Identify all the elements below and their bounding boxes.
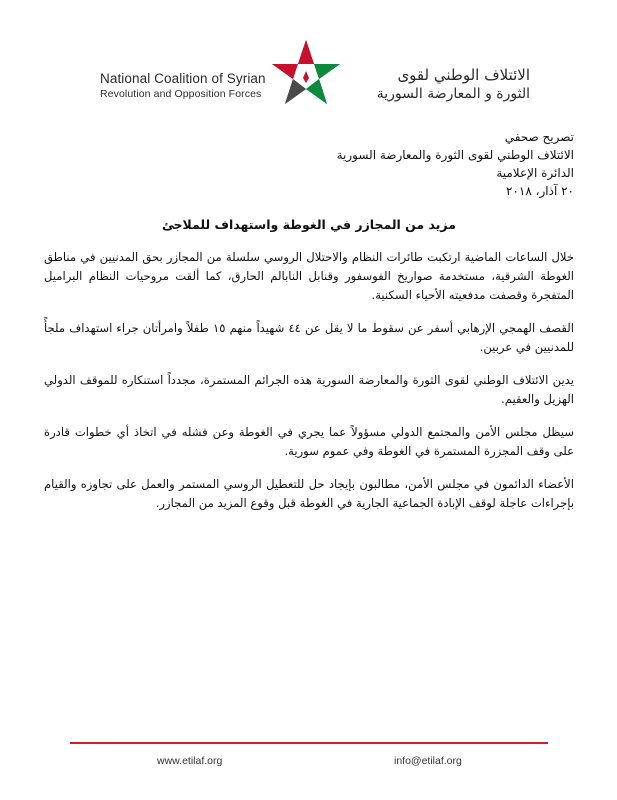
letterhead <box>0 0 617 120</box>
email-link[interactable]: info@etilaf.org <box>394 755 462 767</box>
website-link[interactable]: www.etilaf.org <box>157 755 223 767</box>
paragraph-3: يدين الائتلاف الوطني لقوى الثورة والمعارضة السورية هذه الجرائم المستمرة، مجدداً استنكاره للموقف الدولي الهزيل والعقيم. <box>44 373 574 406</box>
org-name-en-line2: Revolution and Opposition Forces <box>100 88 262 100</box>
star-logo-icon <box>270 38 342 110</box>
footer-divider <box>70 742 548 744</box>
paragraph-5: الأعضاء الدائمون في مجلس الأمن، مطالبون بإيجاد حل للتعطيل الروسي المستمر والعمل على تجاوزه والقيام بإجراءات عاجلة لوقف الإبادة الجماعية الجارية في الغوطة قبل وقوع المزيد من المجازر. <box>44 477 574 510</box>
org-name-arabic <box>340 66 530 104</box>
paragraph-1: خلال الساعات الماضية ارتكبت طائرات النظام والاحتلال الروسي سلسلة من المجازر بحق المدنيين في مناطق الغوطة الشرقية، مستخدمة صواريخ الفوسفور وقنابل النابالم الحارق، كما ألقت مروحيات النظام البراميل المتفجرة وقصفت مدفعيته الأحياء السكنية. <box>44 250 574 302</box>
org-name-english <box>100 70 280 102</box>
press-release-body <box>44 128 574 525</box>
doc-type: تصريح صحفي <box>504 130 574 144</box>
date: ٢٠ آذار، ٢٠١٨ <box>506 184 574 198</box>
org-name-ar-line2: الثورة و المعارضة السورية <box>376 86 530 102</box>
paragraph-2: القصف الهمجي الإرهابي أسفر عن سقوط ما لا يقل عن ٤٤ شهيداً منهم ١٥ طفلاً وامرأتان جراء استهداف ملجأً للمدنيين في عربين. <box>44 321 574 354</box>
document-meta <box>44 128 574 200</box>
paragraph-4: سيظل مجلس الأمن والمجتمع الدولي مسؤولاً عما يجري في الغوطة وعن فشله في اتخاذ أي خطوات قادرة على وقف المجزرة المستمرة في الغوطة وفي عموم سورية. <box>44 425 574 458</box>
issuer: الائتلاف الوطني لقوى الثورة والمعارضة السورية <box>336 148 574 162</box>
org-name-en-line1: National Coalition of Syrian <box>100 71 266 86</box>
org-name-ar-line1: الائتلاف الوطني لقوى <box>397 66 530 84</box>
department: الدائرة الإعلامية <box>496 166 574 180</box>
headline: مزيد من المجازر في الغوطة واستهداف للملاجئ <box>162 217 456 232</box>
